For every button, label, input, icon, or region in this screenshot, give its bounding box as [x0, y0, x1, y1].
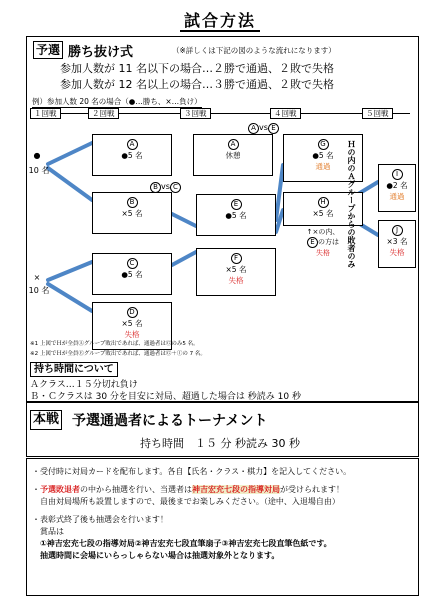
footnote-1: ※1 上図でＨが全員Ⓐグループ敗出であれば、通過者はⒼのみ5 名。	[30, 341, 199, 347]
info-line-2-end: が受けられます！	[280, 485, 344, 494]
vs-b-c	[150, 181, 181, 193]
node-c	[92, 253, 172, 295]
info-line-2-mid: の中から抽選を行い、当選者は	[80, 485, 192, 494]
footnote-2: ※2 上図でＨが全員Ⓔグループ敗出であれば、通過者はⒼ＋Ⓘの 7 名。	[30, 351, 206, 357]
vs-letter: E	[268, 123, 279, 134]
round-2: ２回戦	[88, 108, 119, 119]
prelim-note: （※詳しくは下記の図のような流れになります）	[172, 46, 336, 55]
node-count: ×3 名	[386, 237, 408, 246]
h-note-1: ↑×の内、	[306, 228, 340, 236]
entrant-win-mark: ●	[33, 151, 41, 160]
vs-text: vs	[161, 182, 170, 191]
node-count: ×5 名	[225, 265, 247, 274]
round-1: １回戦	[30, 108, 61, 119]
info-line-3: 自由対局場所も設置しますので、最後までお楽しみください。（途中、入退場自由）	[40, 497, 340, 506]
page-title: 試合方法	[0, 8, 440, 31]
entrant-loss-mark: ×	[33, 273, 41, 282]
node-count: ●5 名	[312, 151, 334, 160]
finals-heading: 予選通過者によるトーナメント	[72, 413, 268, 429]
node-letter: J	[392, 225, 403, 236]
node-j	[378, 220, 416, 268]
vs-a-e	[248, 122, 279, 134]
node-count: ×5 名	[121, 319, 143, 328]
h-note-letter: E	[307, 237, 318, 248]
node-f	[196, 248, 276, 296]
node-letter: A	[228, 139, 239, 150]
vs-letter: C	[170, 182, 181, 193]
info-line-1: ・受付時に対局カードを配布します。各自【氏名・クラス・棋力】を記入してください。	[32, 467, 352, 476]
info-line-2-red: 予選敗退者	[40, 485, 80, 494]
node-count: ×5 名	[312, 209, 334, 218]
node-count: ×5 名	[121, 209, 143, 218]
round-3: ３回戦	[180, 108, 211, 119]
node-status: 失格	[389, 248, 405, 257]
node-letter: H	[318, 197, 329, 208]
vs-letter: A	[248, 123, 259, 134]
prelim-rule-1: 参加人数が 11 名以下の場合…２勝で通過、２敗で失格	[60, 62, 334, 75]
node-a-rest	[193, 134, 273, 176]
node-count: ●5 名	[225, 211, 247, 220]
prelim-heading: 勝ち抜け式	[68, 45, 134, 60]
node-letter: E	[231, 199, 242, 210]
h-note-2: の方は	[318, 238, 339, 246]
node-letter: D	[127, 307, 138, 318]
time-rule-1: Ａクラス…１５分切れ負け	[30, 380, 138, 390]
info-line-4: ・表彰式終了後も抽選会を行います！	[32, 515, 168, 524]
example-caption: 例）参加人数 20 名の場合（●…勝ち、×…負け）	[32, 97, 202, 106]
entrant-win-count: 10 名	[28, 166, 50, 175]
node-status: 失格	[228, 276, 244, 285]
vertical-note: Ｈの内のＡグループからの敗者のみ	[347, 140, 356, 268]
round-4: ４回戦	[270, 108, 301, 119]
node-e	[196, 194, 276, 236]
node-letter: B	[127, 197, 138, 208]
vs-letter: B	[150, 182, 161, 193]
vs-text: vs	[259, 123, 268, 132]
node-letter: G	[318, 139, 329, 150]
finals-time: 持ち時間 １５ 分 秒読み 30 秒	[140, 437, 300, 450]
info-line-2-highlight: 神吉宏充七段の指導対局	[192, 485, 280, 494]
node-count: 休憩	[225, 151, 241, 160]
node-b	[92, 192, 172, 234]
info-line-5: 賞品は	[40, 527, 64, 536]
prelim-rule-2: 参加人数が 12 名以上の場合…３勝で通過、２敗で失格	[60, 78, 334, 91]
node-letter: I	[392, 169, 403, 180]
node-letter: F	[231, 253, 242, 264]
h-note-3: 失格	[316, 249, 330, 257]
info-line-6: ①神吉宏充七段の指導対局②神吉宏充七段直筆扇子③神吉宏充七段直筆色紙です。	[40, 539, 332, 548]
info-line-7: 抽選時間に会場にいらっしゃらない場合は抽選対象外となります。	[40, 551, 280, 560]
node-count: ●5 名	[121, 270, 143, 279]
node-count: ●5 名	[121, 151, 143, 160]
node-count: ●2 名	[386, 181, 408, 190]
info-line-2	[32, 484, 351, 496]
time-rule-2: Ｂ・Ｃクラスは 30 分を目安に対局、超過した場合は 秒読み 10 秒	[30, 392, 301, 402]
round-5: ５回戦	[362, 108, 393, 119]
time-heading: 持ち時間について	[30, 362, 118, 377]
entrant-loss-count: 10 名	[28, 286, 50, 295]
node-status: 失格	[124, 330, 140, 339]
node-letter: C	[127, 258, 138, 269]
node-status: 通過	[315, 162, 331, 171]
node-letter: A	[127, 139, 138, 150]
node-i	[378, 164, 416, 212]
info-body	[32, 466, 351, 562]
prelim-tag: 予選	[33, 41, 63, 59]
finals-tag: 本戦	[30, 410, 62, 430]
node-status: 通過	[389, 192, 405, 201]
node-a	[92, 134, 172, 176]
info-line-2-bullet: ・	[32, 485, 40, 494]
